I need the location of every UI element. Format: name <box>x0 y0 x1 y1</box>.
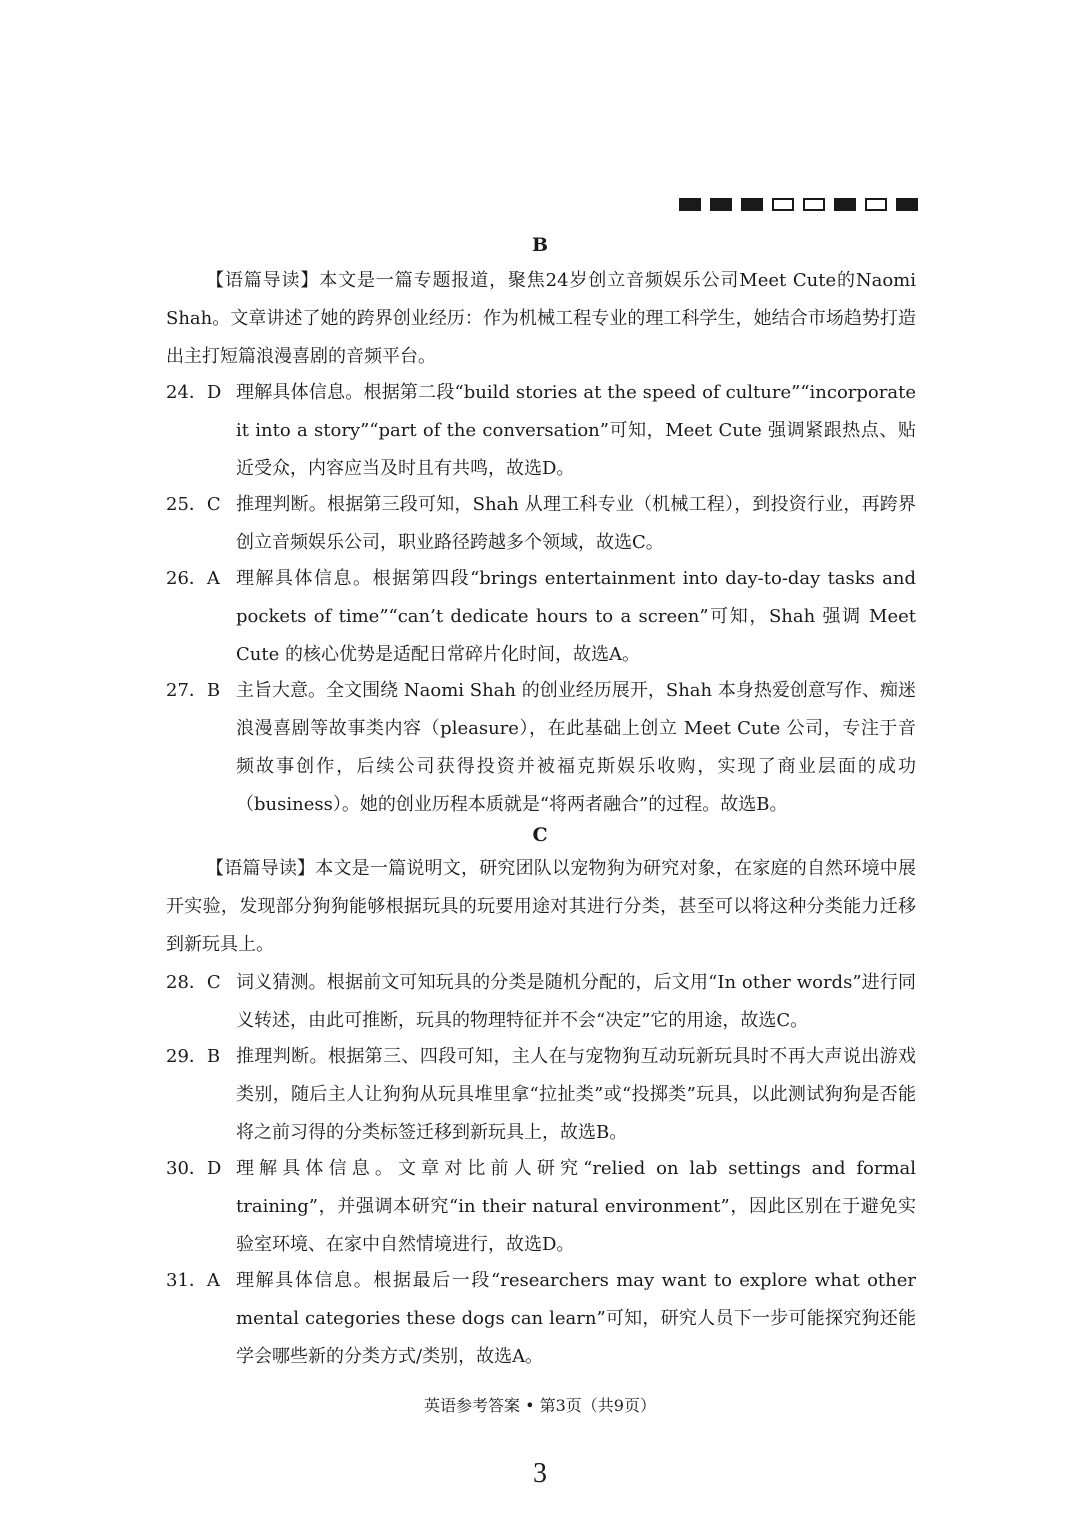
answer-number: 24．D <box>166 382 222 403</box>
answer-item-27 <box>166 672 916 824</box>
scanner-mark <box>865 198 887 211</box>
scanner-mark <box>834 198 856 211</box>
answer-item-24 <box>166 374 916 488</box>
answer-explanation: 词义猜测。根据前文可知玩具的分类是随机分配的，后文用“In other words”进行同义转述，由此可推断，玩具的物理特征并不会“决定”它的用途，故选C。 <box>236 972 916 1031</box>
scanner-mark <box>803 198 825 211</box>
page-footer-caption: 英语参考答案 • 第3页（共9页） <box>424 1396 656 1415</box>
section-c-heading: C <box>532 824 548 846</box>
answer-explanation: 主旨大意。全文围绕 Naomi Shah 的创业经历展开，Shah 本身热爱创意写作、痴迷浪漫喜剧等故事类内容（pleasure），在此基础上创立 Meet Cute 公司，专注于音频故事创作，后续公司获得投资并被福克斯娱乐收购，实现了商业层面的成功（business）。她的创业历程本质就是“将两者融合”的过程。故选B。 <box>236 680 916 815</box>
scanner-marks <box>679 198 918 211</box>
answer-item-25 <box>166 486 916 562</box>
answer-item-31 <box>166 1262 916 1376</box>
answer-number: 26．A <box>166 568 220 589</box>
answer-number: 27．B <box>166 680 221 701</box>
answer-explanation: 理解具体信息。文章对比前人研究“relied on lab settings and formal training”，并强调本研究“in their natural environment”，因此区别在于避免实验室环境、在家中自然情境进行，故选D。 <box>236 1158 916 1255</box>
answer-number: 25．C <box>166 494 221 515</box>
scanner-mark <box>679 198 701 211</box>
answer-number: 30．D <box>166 1158 222 1179</box>
answer-explanation: 推理判断。根据第三段可知，Shah 从理工科专业（机械工程），到投资行业，再跨界创立音频娱乐公司，职业路径跨越多个领域，故选C。 <box>236 494 916 553</box>
answer-item-26 <box>166 560 916 674</box>
answer-item-30 <box>166 1150 916 1264</box>
scanner-mark <box>710 198 732 211</box>
section-b-intro: 【语篇导读】本文是一篇专题报道，聚焦24岁创立音频娱乐公司Meet Cute的Naomi Shah。文章讲述了她的跨界创业经历：作为机械工程专业的理工科学生，她结合市场趋势打造出主打短篇浪漫喜剧的音频平台。 <box>166 270 916 367</box>
scanner-mark <box>772 198 794 211</box>
answer-item-29 <box>166 1038 916 1152</box>
page-number: 3 <box>533 1458 547 1489</box>
answer-explanation: 理解具体信息。根据最后一段“researchers may want to explore what other mental categories these dogs can learn”可知，研究人员下一步可能探究狗还能学会哪些新的分类方式/类别，故选A。 <box>236 1270 916 1367</box>
answer-explanation: 理解具体信息。根据第四段“brings entertainment into day-to-day tasks and pockets of time”“can’t dedicate hours to a screen”可知，Shah 强调 Meet Cute 的核心优势是适配日常碎片化时间，故选A。 <box>236 568 916 665</box>
answer-number: 29．B <box>166 1046 221 1067</box>
answer-explanation: 推理判断。根据第三、四段可知，主人在与宠物狗互动玩新玩具时不再大声说出游戏类别，随后主人让狗狗从玩具堆里拿“拉扯类”或“投掷类”玩具，以此测试狗狗是否能将之前习得的分类标签迁移到新玩具上，故选B。 <box>236 1046 916 1143</box>
scanner-mark <box>741 198 763 211</box>
answer-number: 28．C <box>166 972 221 993</box>
answer-number: 31．A <box>166 1270 220 1291</box>
section-b-heading: B <box>531 234 549 256</box>
answer-explanation: 理解具体信息。根据第二段“build stories at the speed of culture”“incorporate it into a story”“part of the conversation”可知，Meet Cute 强调紧跟热点、贴近受众，内容应当及时且有共鸣，故选D。 <box>236 382 916 479</box>
section-c-intro: 【语篇导读】本文是一篇说明文，研究团队以宠物狗为研究对象，在家庭的自然环境中展开实验，发现部分狗狗能够根据玩具的玩要用途对其进行分类，甚至可以将这种分类能力迁移到新玩具上。 <box>166 858 916 955</box>
scanner-mark <box>896 198 918 211</box>
answer-item-28 <box>166 964 916 1040</box>
